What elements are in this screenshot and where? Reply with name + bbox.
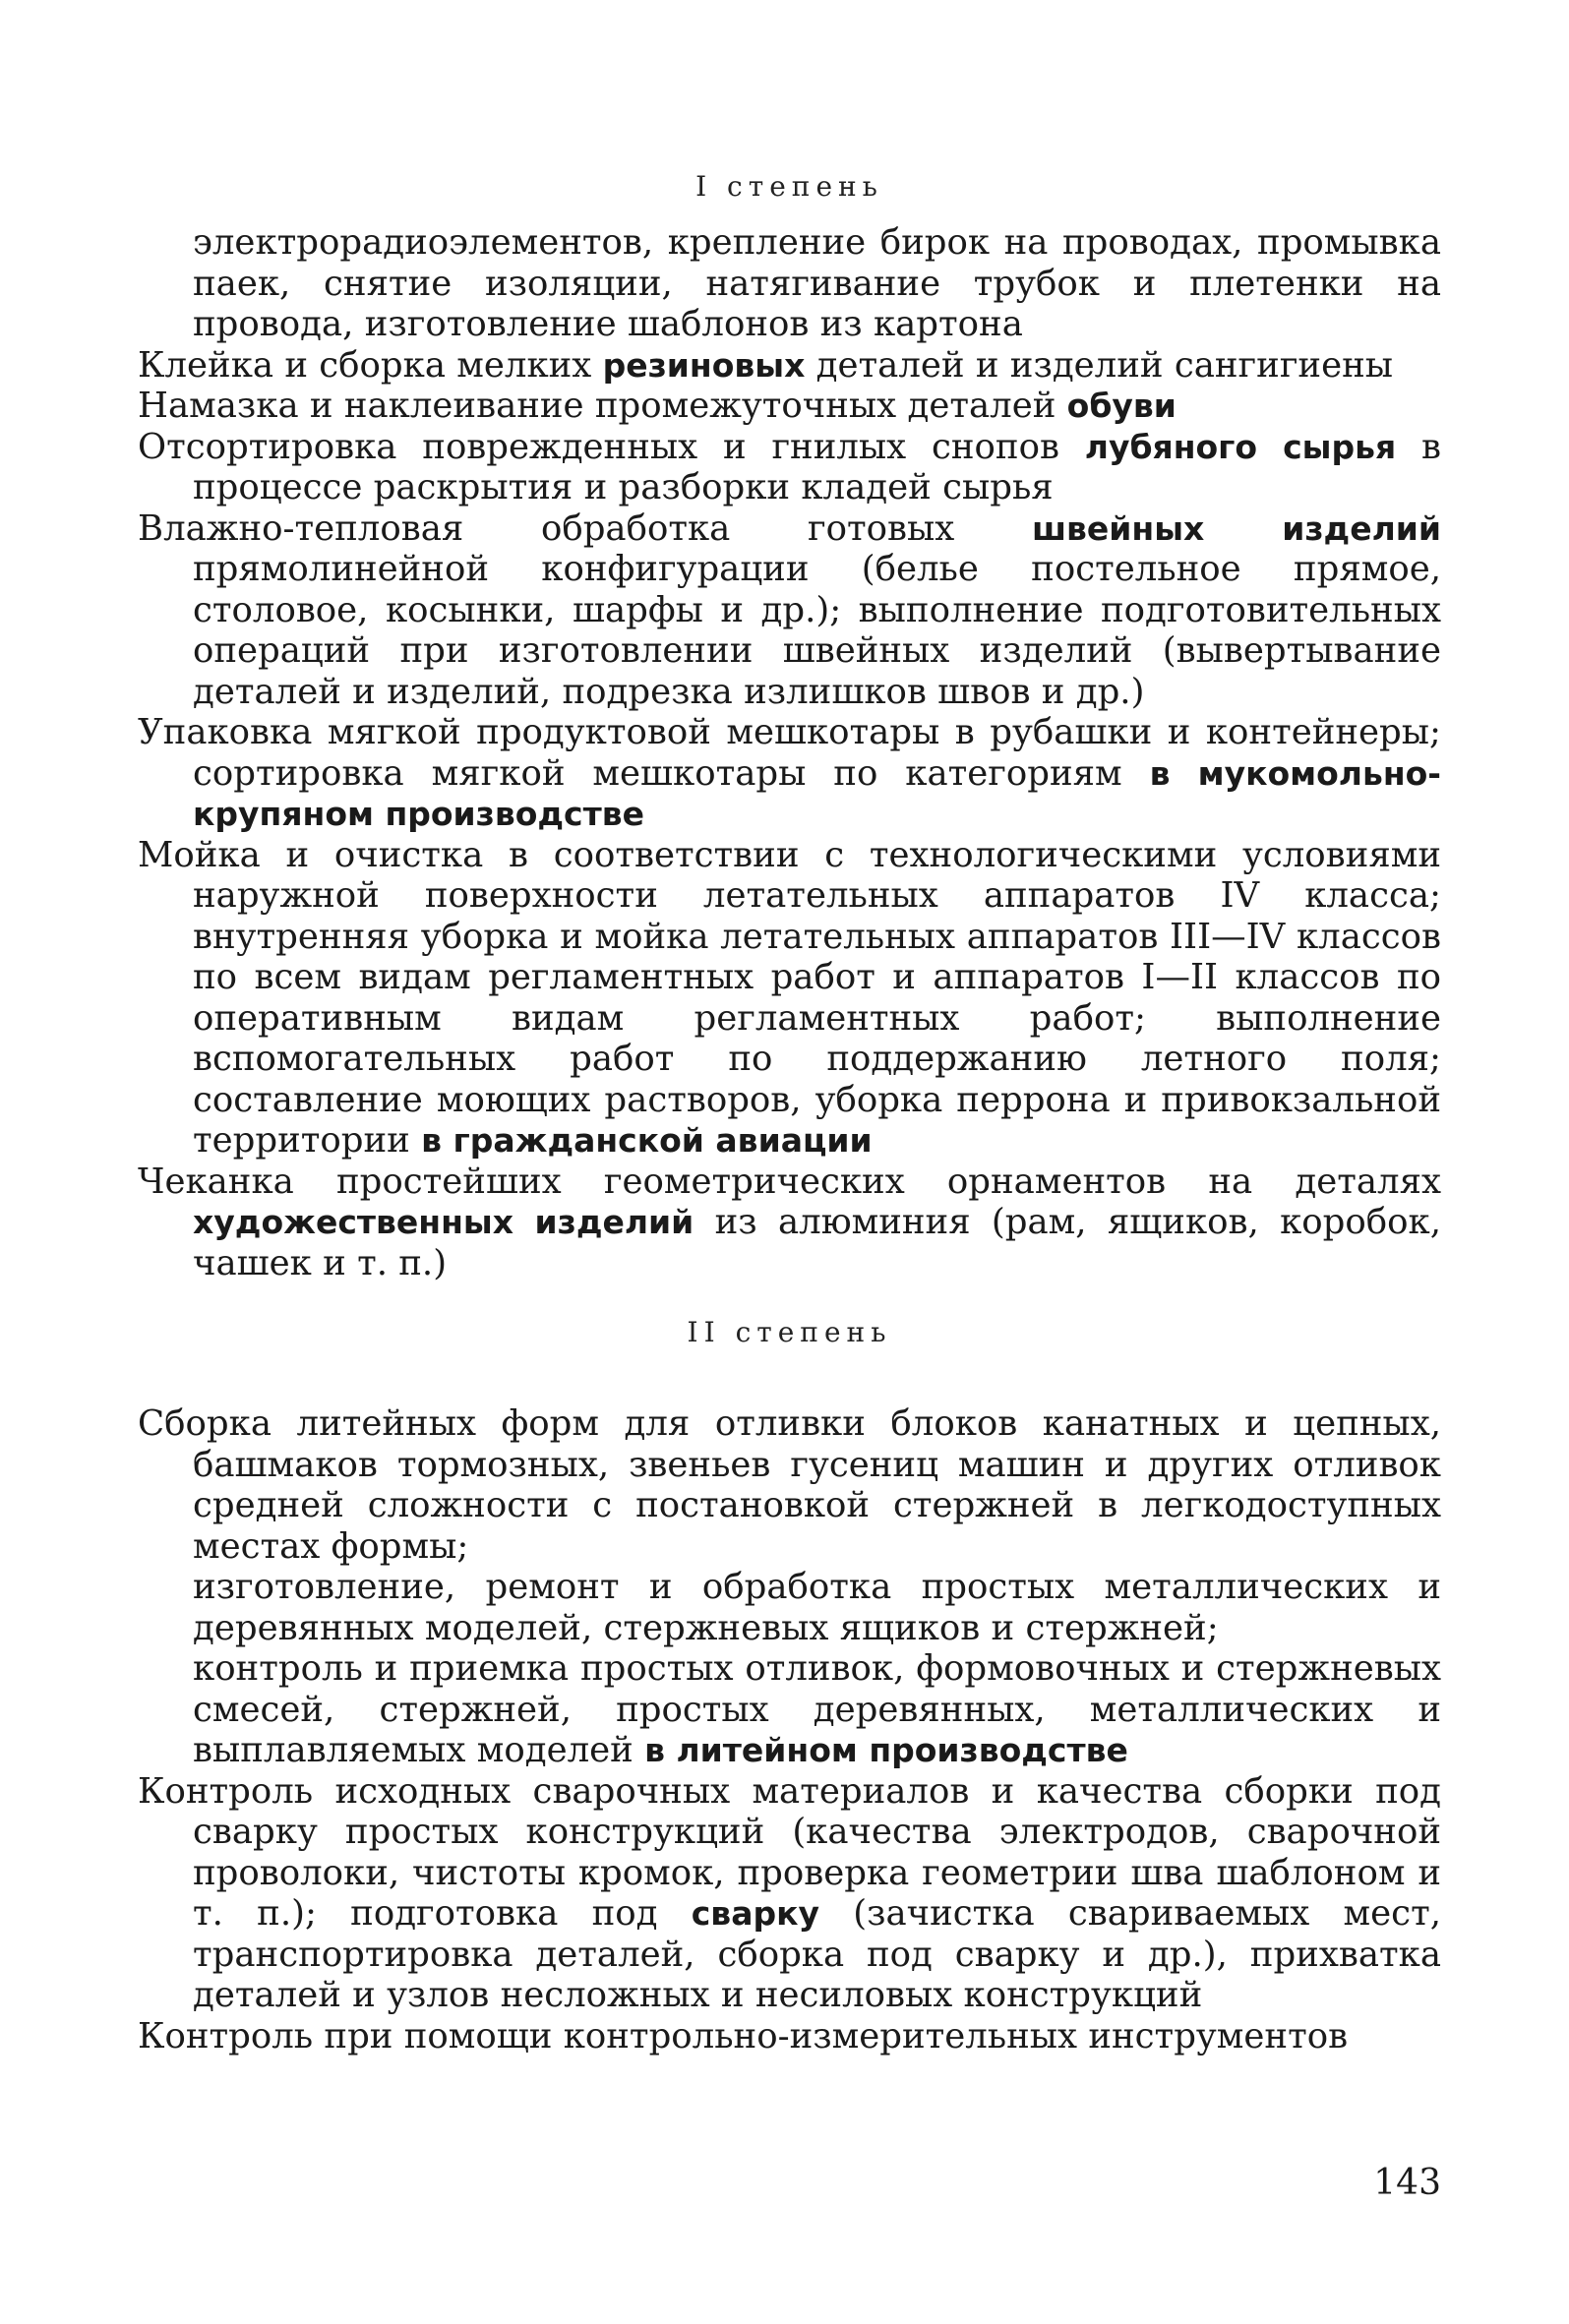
entry [138, 508, 1441, 713]
entry-text: Чеканка простейших геометрических орнаментов на деталях [138, 1161, 1441, 1202]
entry-text: из алюминия (рам, ящиков, коробок, чашек и т. п.) [193, 1202, 1441, 1283]
first-section-entries [138, 222, 1441, 1283]
entry-bold-term: швейных изделий [1031, 508, 1441, 548]
entry-bold-term: в гражданской авиации [421, 1121, 873, 1160]
entry-text: электрорадиоэлементов, крепление бирок на проводах, промывка паек, снятие изоляции, натягивание трубок и плетенки на провода, изготовление шаблонов из картона [193, 222, 1441, 344]
entry-foundry [138, 1403, 1441, 1567]
entry-text: Упаковка мягкой продуктовой мешкотары в рубашки и контейнеры; сортировка мягкой мешкотары по категориям [138, 712, 1441, 794]
entry [138, 712, 1441, 835]
entry-text: Намазка и наклеивание промежуточных деталей [138, 386, 1067, 426]
entry-bold-term: резиновых [602, 345, 806, 385]
entry-text: контроль и приемка простых отливок, формовочных и стержневых смесей, стержней, простых деревянных, металлических и выплавляемых моделей [193, 1648, 1441, 1770]
entry-bold-term: сварку [691, 1894, 819, 1933]
entry-text: Контроль при помощи контрольно-измерительных инструментов [138, 2015, 1349, 2056]
entry-bold-term: в мукомольно-крупяном производстве [193, 753, 1441, 833]
entry-text: Отсортировка поврежденных и гнилых снопов [138, 426, 1085, 467]
entry-text: в процессе раскрытия и разборки кладей сырья [193, 426, 1441, 507]
entry-text: Мойка и очистка в соответствии с технологическими условиями наружной поверхности летательных аппаратов IV класса; внутренняя уборка и мойка летательных аппаратов III—IV классов по всем видам регламентных работ и аппаратов I—II классов по оперативным видам регламентных работ; выполнение вспомогательных работ по поддержанию летного поля; составление моющих растворов, уборка перрона и привокзальной территории [138, 834, 1441, 1161]
entry-text: изготовление, ремонт и обработка простых металлических и деревянных моделей, стержневых ящиков и стержней; [193, 1567, 1441, 1648]
entry-text: Сборка литейных форм для отливки блоков канатных и цепных, башмаков тормозных, звеньев гусениц машин и других отливок средней сложности с постановкой стержней в легкодоступных местах формы; [138, 1403, 1441, 1567]
entry-text: Клейка и сборка мелких [138, 344, 603, 386]
entry-text: прямолинейной конфигурации (белье постельное прямое, столовое, косынки, шарфы и др.); выполнение подготовительных операций при изготовлении швейных изделий (вывертывание деталей и изделий, подрезка излишков швов и др.) [193, 549, 1441, 712]
entry-bold-term: в литейном производстве [644, 1731, 1128, 1769]
entry-welding [138, 1771, 1441, 2016]
entry-text: Влажно-тепловая обработка готовых [138, 507, 1032, 549]
entry-text: Контроль исходных сварочных материалов и качества сборки под сварку простых конструкций (качества электродов, сварочной проволоки, чистоты кромок, проверка геометрии шва шаблоном и т. п.); подготовка под [138, 1770, 1441, 1934]
section-heading-first: I степень [695, 170, 883, 203]
entry-text: (зачистка свариваемых мест, транспортировка деталей, сборка под сварку и др.), прихватка деталей и узлов несложных и несиловых конструкций [193, 1893, 1441, 2015]
document-page [138, 167, 1441, 2056]
entry [138, 222, 1441, 345]
entry-text: деталей и изделий сангигиены [805, 344, 1393, 386]
entry [138, 427, 1441, 508]
section-heading-second: II степень [687, 1316, 892, 1348]
entry-foundry-control [138, 1648, 1441, 1771]
entry [138, 345, 1441, 387]
entry [138, 1162, 1441, 1284]
entry-bold-term: лубяного сырья [1084, 427, 1397, 466]
entry-control-instruments [138, 2016, 1441, 2057]
entry-bold-term: художественных изделий [193, 1203, 694, 1241]
page-number: 143 [1373, 2163, 1441, 2203]
entry [138, 386, 1441, 427]
entry [138, 835, 1441, 1162]
entry-foundry-models [138, 1567, 1441, 1648]
entry-bold-term: обуви [1066, 387, 1177, 425]
